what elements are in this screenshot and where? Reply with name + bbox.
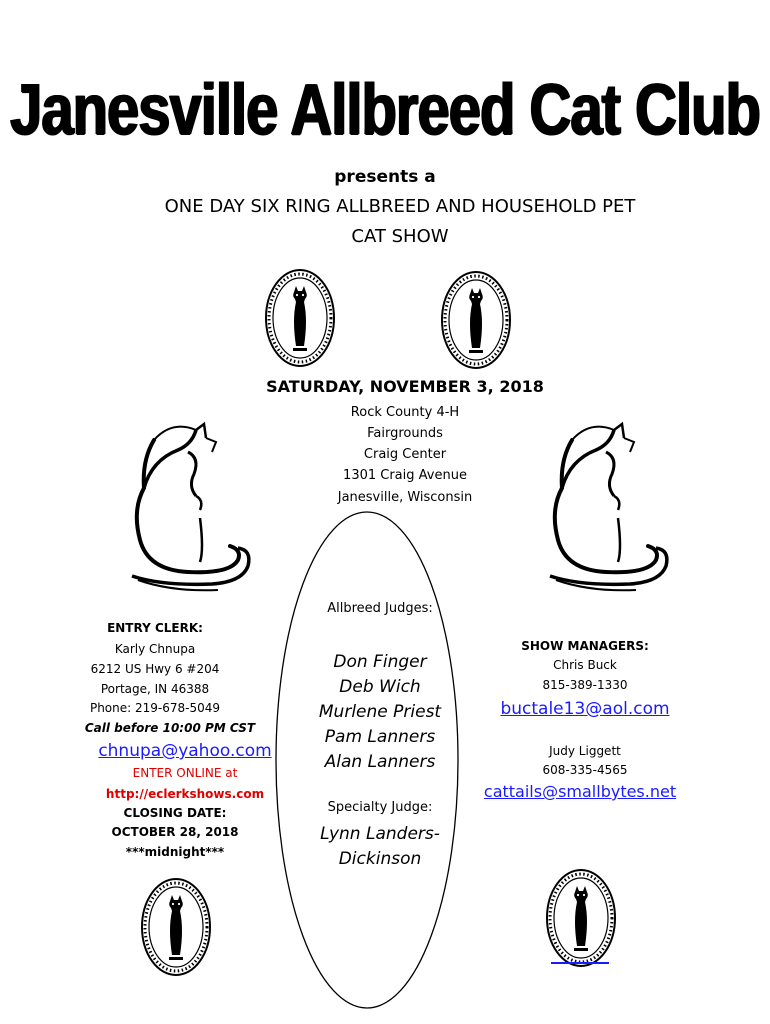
entry-clerk-heading: ENTRY CLERK: (107, 621, 203, 635)
judge-name: Don Finger (333, 652, 427, 672)
specialty-judge-name: Dickinson (338, 849, 422, 869)
judge-name: Murlene Priest (318, 702, 442, 722)
judge-name: Deb Wich (339, 677, 421, 697)
show-title-line-2: CAT SHOW (351, 226, 449, 247)
entry-clerk-address: 6212 US Hwy 6 #204 (90, 662, 220, 676)
entry-clerk-city: Portage, IN 46388 (100, 682, 210, 696)
acfa-cat-seal-icon (264, 268, 336, 368)
acfa-cat-seal-icon (140, 877, 212, 977)
presents-text: presents a (334, 167, 436, 187)
venue-line: Craig Center (363, 447, 447, 462)
entry-clerk-phone: Phone: 219-678-5049 (89, 701, 221, 715)
call-before-note: Call before 10:00 PM CST (84, 721, 256, 735)
venue-line: Janesville, Wisconsin (337, 490, 473, 505)
acfa-cat-seal-icon (545, 868, 617, 968)
link-underline (551, 962, 609, 964)
judge-name: Pam Lanners (324, 727, 436, 747)
enter-online-text: ENTER ONLINE at (132, 766, 238, 780)
manager-name: Judy Liggett (549, 744, 621, 758)
venue-line: Rock County 4-H (350, 405, 460, 420)
manager-email-link[interactable]: buctale13@aol.com (500, 699, 670, 719)
specialty-judge-label: Specialty Judge: (327, 800, 433, 815)
specialty-judge-name: Lynn Landers- (320, 824, 440, 844)
venue-line: 1301 Craig Avenue (343, 468, 467, 483)
entry-clerk-name: Karly Chnupa (114, 642, 196, 656)
manager-email-link[interactable]: cattails@smallbytes.net (483, 782, 677, 801)
allbreed-judges-label: Allbreed Judges: (327, 601, 433, 616)
closing-date-label: CLOSING DATE: (123, 806, 227, 820)
closing-time: ***midnight*** (125, 845, 225, 859)
show-date: SATURDAY, NOVEMBER 3, 2018 (266, 377, 544, 396)
website-link[interactable]: http://eclerkshows.com (105, 787, 265, 801)
venue-line: Fairgrounds (367, 426, 443, 441)
sitting-cat-icon (92, 400, 252, 600)
show-managers-heading: SHOW MANAGERS: (521, 639, 649, 653)
entry-clerk-email-link[interactable]: chnupa@yahoo.com (98, 741, 272, 761)
manager-phone: 608-335-4565 (542, 763, 628, 777)
manager-name: Chris Buck (553, 658, 617, 672)
acfa-cat-seal-icon (440, 270, 512, 370)
closing-date: OCTOBER 28, 2018 (111, 825, 239, 839)
manager-phone: 815-389-1330 (542, 678, 628, 692)
show-title-line-1: ONE DAY SIX RING ALLBREED AND HOUSEHOLD PET (164, 196, 636, 217)
judge-name: Alan Lanners (324, 752, 436, 772)
sitting-cat-icon (510, 400, 670, 600)
club-title: Janesville Allbreed Cat Club (10, 68, 760, 150)
